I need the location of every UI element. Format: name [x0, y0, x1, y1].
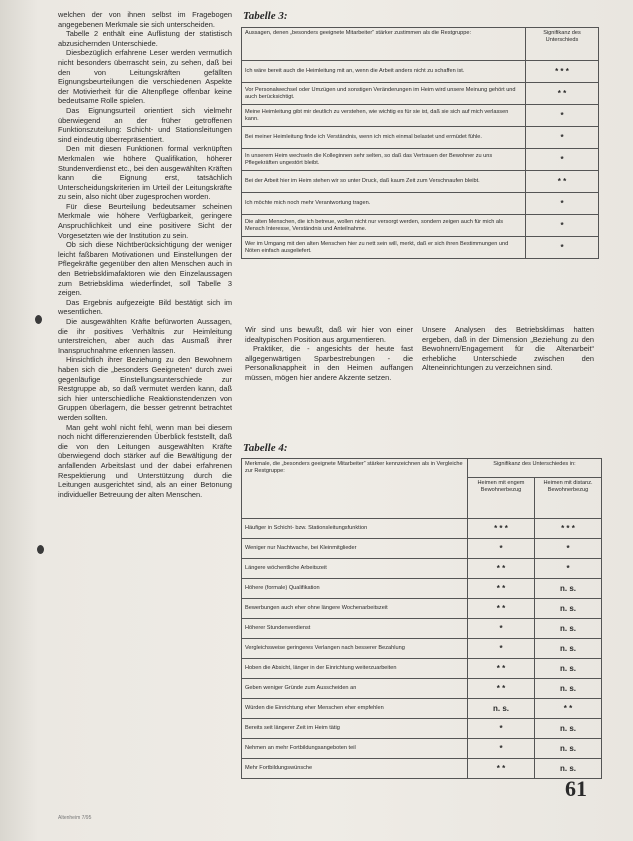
significance-cell: * * * [526, 61, 599, 83]
table3 [241, 27, 599, 259]
paragraph: Die ausgewählten Kräfte befürworten Aussagen, die ihr positives Verhältnis zur Heimleitung unterstreichen, aber auch das Ausmaß ihrer Inanspruchnahme erkennen lassen. [58, 317, 232, 355]
paragraph: Wir sind uns bewußt, daß wir hier von einer idealtypischen Position aus argumentieren. [245, 325, 413, 344]
table-row [242, 127, 599, 149]
table-row [242, 539, 602, 559]
significance-cell: * * * [535, 519, 602, 539]
table-header-cell: Aussagen, denen „besonders geeignete Mitarbeiter“ stärker zustimmen als die Restgruppe: [242, 28, 526, 61]
table-row [242, 619, 602, 639]
table-row [242, 171, 599, 193]
table-row [242, 599, 602, 619]
paragraph: Hinsichtlich ihrer Beziehung zu den Bewohnern haben sich die „besonders Geeigneten“ durch zwei gegenläufige Einstellungsunterschiede zur Restgruppe ab, so daß vermutet werden kann, daß sich hier unterschiedliche Reaktionstendenzen von Gruppen überlagern, die besser getrennt betrachtet werden sollten. [58, 355, 232, 422]
table-cell: In unserem Heim wechseln die Kolleginnen sehr selten, so daß das Vertrauen der Bewohner zu uns Pflegekräften ungestört bleibt. [242, 149, 526, 171]
table-header-row [242, 459, 602, 478]
footer-text: Altenheim 7/95 [58, 815, 92, 821]
significance-cell: * * [468, 759, 535, 779]
significance-cell: * * [468, 679, 535, 699]
significance-cell: n. s. [535, 739, 602, 759]
table-row [242, 83, 599, 105]
significance-cell: * [468, 539, 535, 559]
significance-cell: n. s. [535, 759, 602, 779]
table-cell: Ich möchte mich noch mehr Verantwortung tragen. [242, 193, 526, 215]
significance-cell: * [468, 639, 535, 659]
table-cell: Geben weniger Gründe zum Ausscheiden an [242, 679, 468, 699]
middle-right-text [422, 325, 594, 373]
paragraph: Für diese Beurteilung bedeutsamer scheinen Merkmale wie höhere Verfügbarkeit, geringere Anspruchlichkeit und eine positivere Sicht der Vorgesetzten wie der Institution zu sein. [58, 201, 232, 240]
table-row [242, 559, 602, 579]
significance-cell: * [468, 619, 535, 639]
paragraph: Das Ergebnis aufgezeigte Bild bestätigt sich im wesentlichen. [58, 297, 232, 317]
paragraph: Den mit diesen Funktionen formal verknüpften Merkmalen wie höhere Qualifikation, höherer Stundenverdienst etc., bei den ausgewählten Kräften kann die Eignung erst, tatsächlich Unterscheidungskriterien im Urteil der Leitungskräfte zu sein, also nicht über zugesprochen worden. [58, 144, 232, 202]
table-header-row [242, 28, 599, 61]
paragraph: Praktiker, die - angesichts der heute fast allgegenwärtigen Sparbestrebungen - die Personalknappheit in den Heimen auffangen müssen, mögen hier andere Akzente setzen. [245, 344, 413, 382]
table-cell: Würden die Einrichtung eher Menschen eher empfehlen [242, 699, 468, 719]
significance-cell: * * [535, 699, 602, 719]
table-cell: Häufiger in Schicht- bzw. Stationsleitungsfunktion [242, 519, 468, 539]
table-cell: Höhere (formale) Qualifikation [242, 579, 468, 599]
page-number: 61 [565, 776, 587, 801]
table-row [242, 679, 602, 699]
paragraph: Das Eignungsurteil orientiert sich vielmehr überwiegend an der früher getroffenen Funktionszuteilung: Schicht- und Stationsleitungen sind eindeutig überrepräsentiert. [58, 105, 232, 144]
significance-cell: * * [468, 559, 535, 579]
table4-title: Tabelle 4: [243, 442, 288, 454]
significance-cell: * [526, 193, 599, 215]
significance-cell: * * [468, 659, 535, 679]
significance-cell: * * [526, 83, 599, 105]
table-row [242, 739, 602, 759]
table-cell: Vor Personalwechsel oder Umzügen und sonstigen Veränderungen im Heim wird unsere Meinung gehört und auch berücksichtigt. [242, 83, 526, 105]
paragraph: Unsere Analysen des Betriebsklimas hatten ergeben, daß in der Dimension „Beziehung zu den Bewohnern/Engagement für die Altenarbeit“ erhebliche Unterschiede zwischen den Alteneinrichtungen zu verzeichnen sind. [422, 325, 594, 373]
table-cell: Vergleichsweise geringeres Verlangen nach besserer Bezahlung [242, 639, 468, 659]
significance-cell: * [535, 539, 602, 559]
table-cell: Bei meiner Heimleitung finde ich Verständnis, wenn ich mich einmal belastet und ermüdet fühle. [242, 127, 526, 149]
significance-cell: * [535, 559, 602, 579]
table-row [242, 193, 599, 215]
significance-cell: n. s. [468, 699, 535, 719]
table-cell: Meine Heimleitung gibt mir deutlich zu verstehen, wie wichtig es für sie ist, daß sie sich auf mich verlassen kann. [242, 105, 526, 127]
significance-cell: n. s. [535, 599, 602, 619]
table-row [242, 659, 602, 679]
punch-hole-top [35, 315, 42, 324]
significance-cell: * [468, 719, 535, 739]
paragraph: Ob sich diese Nichtberücksichtigung der weniger leicht faßbaren Motivationen und Einstellungen der Pflegekräfte gegenüber den alten Menschen auch in den Betriebsklimafaktoren wie den Einzelaussagen zum Betriebsklima wiederfindet, soll Tabelle 3 zeigen. [58, 240, 232, 298]
table-cell: Bewerbungen auch eher ohne längere Wochenarbeitszeit [242, 599, 468, 619]
table-cell: Mehr Fortbildungswünsche [242, 759, 468, 779]
significance-cell: * [526, 105, 599, 127]
significance-cell: n. s. [535, 619, 602, 639]
table-row [242, 759, 602, 779]
significance-cell: * [526, 127, 599, 149]
table-row [242, 639, 602, 659]
significance-cell: * * [468, 579, 535, 599]
table3-title: Tabelle 3: [243, 10, 288, 22]
significance-cell: n. s. [535, 579, 602, 599]
table-row [242, 719, 602, 739]
table-cell: Die alten Menschen, die ich betreue, wollen nicht nur versorgt werden, sondern zeigen auch für mich als Mensch Interesse, Verständnis und Anteilnahme. [242, 215, 526, 237]
significance-cell: n. s. [535, 679, 602, 699]
table-row [242, 519, 602, 539]
middle-left-text [245, 325, 413, 383]
paragraph: welchen der von ihnen selbst im Fragebogen angegebenen Merkmale sie sich unterscheiden. [58, 10, 232, 29]
significance-cell: * [526, 215, 599, 237]
table-row [242, 699, 602, 719]
significance-cell: * * [468, 599, 535, 619]
table-row [242, 105, 599, 127]
table-row [242, 237, 599, 259]
table-subheader-cell: Heimen mit distanz. Bewohnerbezug [535, 478, 602, 519]
table-header-cell: Signifikanz des Unterschiedes in: [468, 459, 602, 478]
significance-cell: * [526, 237, 599, 259]
punch-hole-bottom [37, 545, 44, 554]
table-subheader-cell: Heimen mit engem Bewohnerbezug [468, 478, 535, 519]
table-cell: Weniger nur Nachtwache, bei Kleinmitglieder [242, 539, 468, 559]
table-header-cell: Signifikanz des Unterschieds [526, 28, 599, 61]
table-cell: Bei der Arbeit hier im Heim stehen wir so unter Druck, daß kaum Zeit zum Verschnaufen bleibt. [242, 171, 526, 193]
significance-cell: * [468, 739, 535, 759]
table-cell: Nehmen an mehr Fortbildungsangeboten teil [242, 739, 468, 759]
significance-cell: n. s. [535, 659, 602, 679]
table-row [242, 61, 599, 83]
significance-cell: n. s. [535, 639, 602, 659]
significance-cell: * * [526, 171, 599, 193]
paragraph: Diesbezüglich erfahrene Leser werden vermutlich nicht besonders überrascht sein, zu sehen, daß bei den von Leitungskräften gefällten Eignungsbeurteilungen die verschiedenen Aspekte der Motivierheit für die Altenpflege offenbar keine bedeutsame Rolle spielen. [58, 48, 232, 106]
table-cell: Hoben die Absicht, länger in der Einrichtung weiterzuarbeiten [242, 659, 468, 679]
table-cell: Bereits seit längerer Zeit im Heim tätig [242, 719, 468, 739]
significance-cell: n. s. [535, 719, 602, 739]
paragraph: Tabelle 2 enthält eine Auflistung der statistisch abzusichernden Unterschiede. [58, 29, 232, 48]
paragraph: Man geht wohl nicht fehl, wenn man bei diesem noch nicht differenzierenden Überblick feststellt, daß die von den Leitungen ausgewählten Kräfte überwiegend doch stärker auf die Bewältigung der anfallenden Arbeitslast und der dabei erfahrenen Respektierung und Unterstützung durch die Leitungen ausgerichtet sind, als an einer Betonung individueller Betreuung der alten Menschen. [58, 422, 232, 499]
table-row [242, 215, 599, 237]
significance-cell: * * * [468, 519, 535, 539]
left-column-text [58, 10, 232, 499]
table-header-cell: Merkmale, die „besonders geeignete Mitarbeiter“ stärker kennzeichnen als in Vergleiche zur Restgruppe: [242, 459, 468, 519]
table-cell: Ich wäre bereit auch die Heimleitung mit an, wenn die Arbeit anders nicht zu schaffen ist. [242, 61, 526, 83]
table-row [242, 149, 599, 171]
table4 [241, 458, 602, 779]
table-cell: Wer im Umgang mit den alten Menschen hier zu nett sein will, merkt, daß er sich ihren Bestimmungen und Nöten einfach ausgeliefert. [242, 237, 526, 259]
table-row [242, 579, 602, 599]
significance-cell: * [526, 149, 599, 171]
table-cell: Höherer Stundenverdienst [242, 619, 468, 639]
table-cell: Längere wöchentliche Arbeitszeit [242, 559, 468, 579]
